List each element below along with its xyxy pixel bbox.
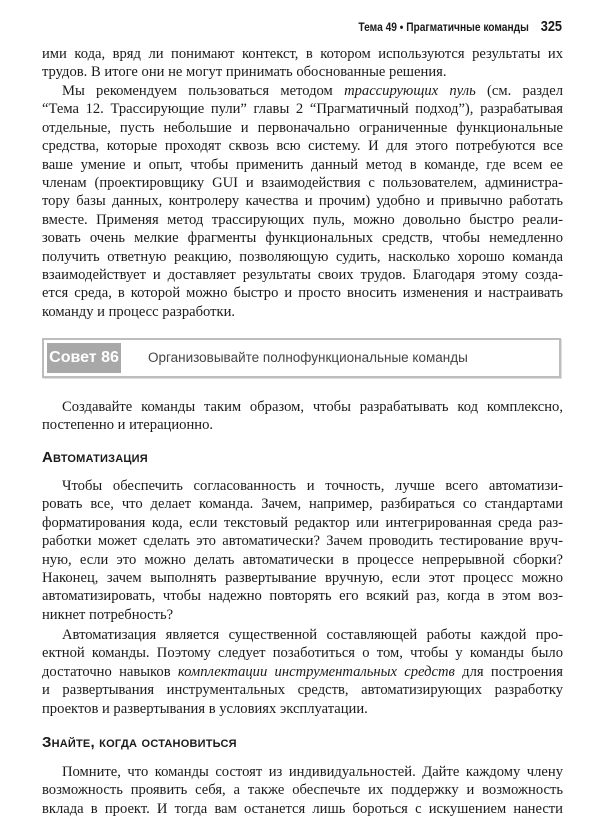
text-line (42, 477, 563, 495)
paragraph-tracer-bullets (42, 82, 563, 321)
page-number: 325 (540, 18, 562, 35)
text-line (42, 119, 563, 137)
text-segment: вклада в проект. И тогда вам останется лишь бороться с искушением нанести (42, 800, 563, 817)
text-segment: вместе. Применяя метод трассирующих пуль, можно довольно быстро реали- (42, 211, 563, 228)
text-segment: автоматизировать, чтобы надежно повторять его всякий раз, когда в этом воз- (42, 588, 563, 605)
text-segment: работки может сделать это автоматически? Зачем проводить тестирование вруч- (42, 533, 563, 550)
text-segment: и развертывания инструментальных средств, автоматизирующих разработку (42, 682, 563, 699)
text-line (42, 211, 563, 229)
text-line (42, 156, 563, 174)
text-line (42, 192, 563, 210)
text-segment: (см. раздел (475, 83, 563, 99)
text-segment: постепенно и итерационно. (42, 417, 214, 434)
text-line (42, 587, 563, 605)
text-line (42, 416, 563, 434)
text-segment: отдельные, пусть небольшие и первоначально ограниченные функциональные (42, 119, 563, 136)
tip-box (42, 338, 561, 378)
text-line (42, 137, 563, 155)
text-line (42, 266, 563, 284)
text-line (42, 644, 563, 662)
text-segment: ими кода, вряд ли понимают контекст, в котором используются результаты их (42, 46, 563, 62)
text-segment: зовать очень мелкие фрагменты функциональных средств, чтобы немедленно (42, 230, 563, 247)
text-segment: ровать все, что делает команда. Зачем, например, разбираться со стандартами (42, 496, 563, 513)
text-line (42, 284, 563, 302)
text-segment: команду и процесс разработки. (42, 303, 236, 320)
text-segment: Наконец, зачем выполнять развертывание вручную, если этот процесс можно (42, 569, 563, 586)
text-line (42, 781, 563, 799)
text-segment: достаточно навыков (42, 663, 178, 680)
paragraph-automation-1 (42, 477, 563, 624)
text-segment: получить ответную реакцию, позволяющую судить, насколько хорошо команда (42, 248, 563, 265)
text-line (42, 82, 563, 100)
text-segment: Помните, что команды состоят из индивидуальностей. Дайте каждому члену (62, 764, 563, 780)
tip-text: Организовывайте полнофункциональные команды (148, 350, 468, 365)
text-segment: ную, если это можно делать автоматически в процессе непрерывной сборки? (42, 551, 563, 568)
text-line (42, 100, 563, 118)
emphasized-term: трассирующих пуль (344, 83, 476, 99)
heading-know-when-to-stop: Знайте, когда остановиться (42, 734, 237, 751)
text-line (42, 663, 563, 681)
emphasized-term: комплектации инструментальных средств (177, 663, 455, 680)
paragraph-automation-2 (42, 626, 563, 718)
running-title: Тема 49 • Прагматичные команды (358, 20, 529, 34)
text-line (42, 763, 563, 781)
text-line (42, 681, 563, 699)
text-segment: Чтобы обеспечить согласованность и точность, лучше всего автоматизи- (62, 478, 563, 494)
paragraph-individuals (42, 763, 563, 818)
text-line (42, 800, 563, 818)
text-line (42, 626, 563, 644)
text-segment: Автоматизация является существенной составляющей работы каждой про- (62, 627, 563, 643)
text-line (42, 569, 563, 587)
text-line (42, 606, 563, 624)
text-segment: трудов. В итоге они не могут принимать обоснованные решения. (42, 64, 447, 81)
paragraph-tip-explanation (42, 398, 563, 435)
running-header (120, 18, 562, 35)
text-segment: Мы рекомендуем пользоваться методом (62, 83, 345, 99)
text-line (42, 398, 563, 416)
text-line (42, 532, 563, 550)
text-segment: средства, которые проходят сквозь всю систему. И для этого потребуются все (42, 138, 563, 155)
text-segment: ется среда, в которой можно быстро и просто вносить изменения и настраивать (42, 285, 563, 302)
text-segment: тору базы данных, контролеру качества и прочим) удобно и привычно работать (42, 193, 563, 210)
text-line (42, 700, 563, 718)
text-line (42, 229, 563, 247)
text-line (42, 63, 563, 81)
text-segment: никнет потребность? (42, 606, 174, 623)
text-segment: ектной команды. Поэтому следует позаботиться о том, чтобы у команды было (42, 645, 563, 662)
text-line (42, 514, 563, 532)
text-segment: форматирования кода, если текстовый редактор или интегрированная среда раз- (42, 514, 563, 531)
text-line (42, 303, 563, 321)
text-line (42, 248, 563, 266)
text-segment: взаимодействует и доставляет результаты своих трудов. Благодаря этому созда- (42, 266, 563, 283)
text-segment: Создавайте команды таким образом, чтобы разрабатывать код комплексно, (62, 399, 563, 415)
text-line (42, 495, 563, 513)
text-line (42, 45, 563, 63)
text-segment: “Тема 12. Трассирующие пули” главы 2 “Прагматичный подход”), разрабатывая (42, 101, 563, 118)
text-segment: для построения (454, 663, 563, 680)
tip-label: Совет 86 (47, 343, 121, 373)
text-line (42, 174, 563, 192)
paragraph-continuation (42, 45, 563, 82)
text-segment: членам (проектировщику GUI и взаимодействия с пользователем, администра- (42, 174, 563, 191)
heading-automation: Автоматизация (42, 449, 148, 466)
text-segment: возможность проявить себя, а также обеспечьте их поддержку и возможность (42, 782, 563, 799)
text-line (42, 551, 563, 569)
text-segment: ваше умение и опыт, чтобы применить данный метод в команде, где всем ее (42, 156, 563, 173)
text-segment: проектов и развертывания в условиях эксплуатации. (42, 700, 368, 717)
